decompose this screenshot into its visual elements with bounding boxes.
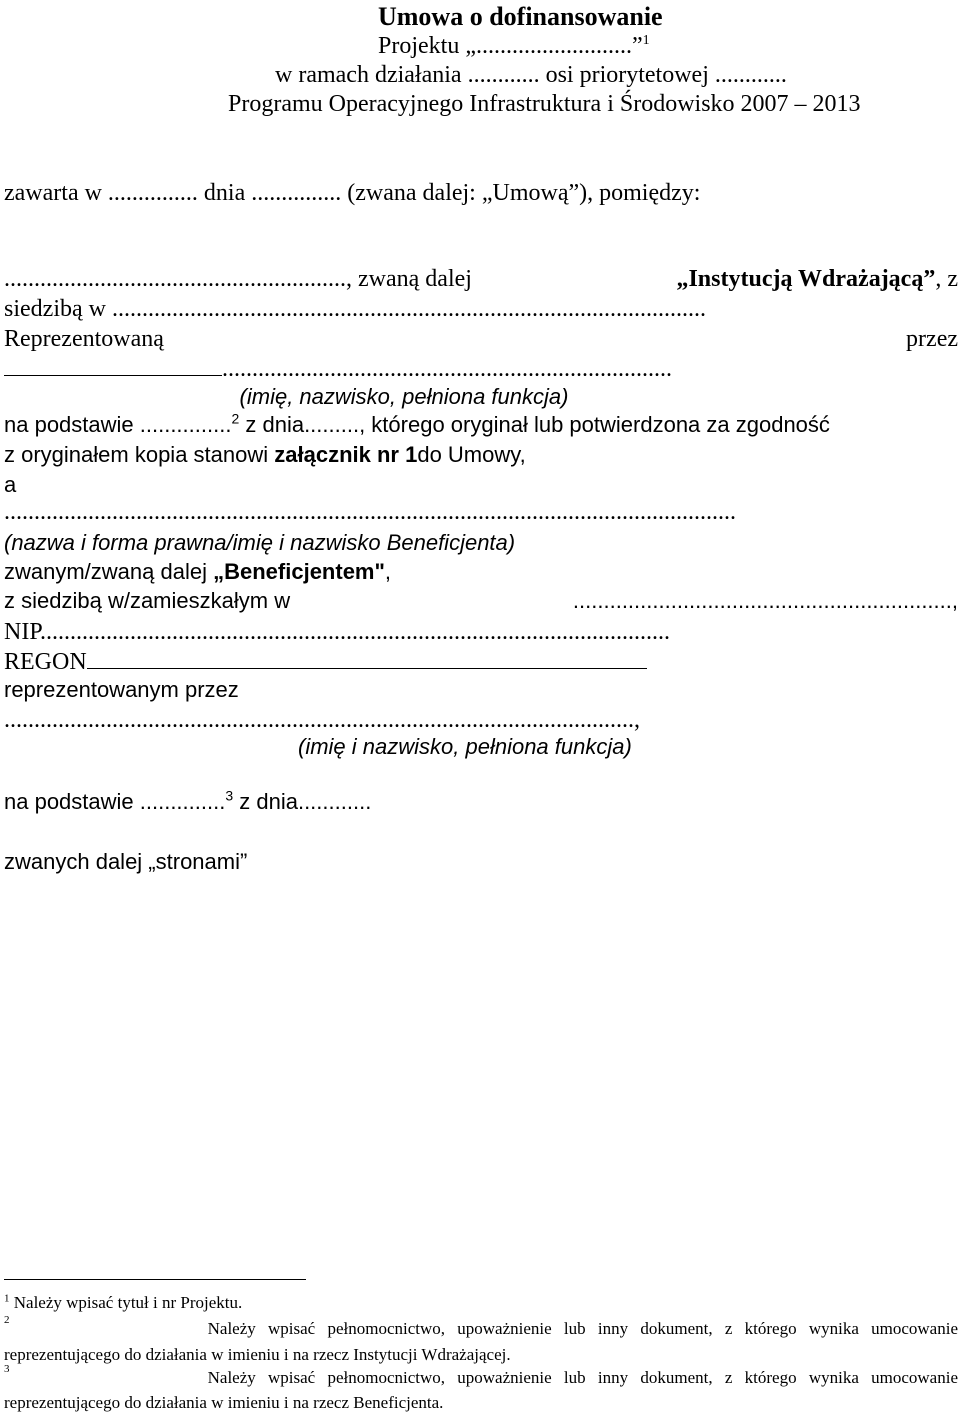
beneficiary-name-blank: .......................................................................................................................... [4, 499, 736, 525]
institution-authority-line [4, 410, 830, 437]
footnote-3-text: Należy wpisać pełnomocnictwo, upoważnienie lub inny dokument, z którego wynika umocowanie [207, 1368, 958, 1387]
beneficiary-defined-end: , [384, 559, 392, 584]
beneficiary-authority-line [4, 787, 372, 814]
beneficiary-defined-line [4, 561, 391, 583]
subtitle-action-line: w ramach działania ............ osi priorytetowej ............ [275, 62, 787, 88]
regon-blank [87, 650, 647, 669]
beneficiary-called-label: zwanym/zwaną dalej [4, 559, 214, 584]
footnote-ref-1: 1 [642, 33, 650, 48]
footnote-1 [4, 1294, 242, 1311]
authority-label: na podstawie ............... [4, 412, 232, 437]
beneficiary-seat-line [4, 590, 958, 612]
conjunction-a: a [4, 472, 17, 497]
authority-text: z dnia........., którego oryginał lub potwierdzona za zgodność [239, 412, 830, 437]
footnote-3-line-1 [4, 1363, 958, 1387]
project-prefix: Projektu „..........................” [378, 33, 643, 59]
footnote-3-line-2: reprezentującego do działania w imieniu i na rzecz Beneficjenta. [4, 1393, 444, 1412]
represented-label: Reprezentowaną [4, 326, 164, 352]
institution-line-1 [4, 267, 958, 291]
beneficiary-defined-term: „Beneficjentem" [213, 559, 385, 584]
footnote-2-line-1 [4, 1314, 958, 1338]
regon-label: REGON [4, 649, 87, 675]
institution-attachment-line [4, 444, 526, 466]
footnote-ref-2: 2 [231, 410, 240, 427]
contract-concluded-line: zawarta w ............... dnia ............... (zwana dalej: „Umową”), pomiędzy: [4, 180, 701, 206]
beneficiary-seat-dots: .............................................................., [572, 588, 958, 613]
institution-line-1-end: , z [935, 266, 958, 292]
footnote-2-number: 2 [4, 1314, 10, 1326]
footnote-2-text: Należy wpisać pełnomocnictwo, upoważnienie lub inny dokument, z którego wynika umocowanie [207, 1319, 958, 1338]
institution-represented-line [4, 327, 958, 351]
represented-by-label: przez [906, 326, 958, 352]
nip-line: NIP......................................................................................................... [4, 619, 671, 645]
subtitle-program-line: Programu Operacyjnego Infrastruktura i Środowisko 2007 – 2013 [228, 91, 861, 117]
beneficiary-authority-label: na podstawie .............. [4, 789, 226, 814]
attachment-ref: załącznik nr 1 [274, 442, 418, 467]
beneficiary-representative-caption: (imię i nazwisko, pełniona funkcja) [298, 734, 632, 759]
regon-line [4, 650, 647, 674]
institution-representative-caption: (imię, nazwisko, pełniona funkcja) [239, 384, 569, 409]
institution-representative-blank [4, 357, 672, 381]
project-line [378, 34, 650, 58]
footnote-3-number: 3 [4, 1363, 10, 1375]
institution-seat-line: siedzibą w ................................................................................................... [4, 296, 706, 322]
attachment-end: do Umowy, [417, 442, 526, 467]
institution-defined-term: „Instytucją Wdrażającą” [676, 266, 936, 292]
footnote-2-line-2: reprezentującego do działania w imieniu i na rzecz Instytucji Wdrażającej. [4, 1345, 511, 1364]
beneficiary-name-caption: (nazwa i forma prawna/imię i nazwisko Beneficjenta) [4, 530, 516, 555]
footnote-1-number: 1 [4, 1292, 10, 1305]
blank-rule [4, 357, 222, 376]
represented-by-line: reprezentowanym przez [4, 677, 239, 702]
footnote-ref-3: 3 [225, 787, 234, 804]
document-title: Umowa o dofinansowanie [378, 2, 663, 31]
beneficiary-seat-label: z siedzibą w/zamieszkałym w [4, 588, 291, 613]
parties-line: zwanych dalej „stronami” [4, 849, 248, 874]
footnote-1-text: Należy wpisać tytuł i nr Projektu. [13, 1293, 243, 1312]
attachment-text: z oryginałem kopia stanowi [4, 442, 275, 467]
footnote-separator [4, 1279, 306, 1280]
beneficiary-representative-blank: ........................................................................................................., [4, 707, 640, 733]
institution-name-blank: ........................................................., zwaną dalej [4, 266, 472, 292]
beneficiary-authority-date: z dnia............ [233, 789, 372, 814]
representative-dots: ........................................................................... [222, 356, 672, 382]
